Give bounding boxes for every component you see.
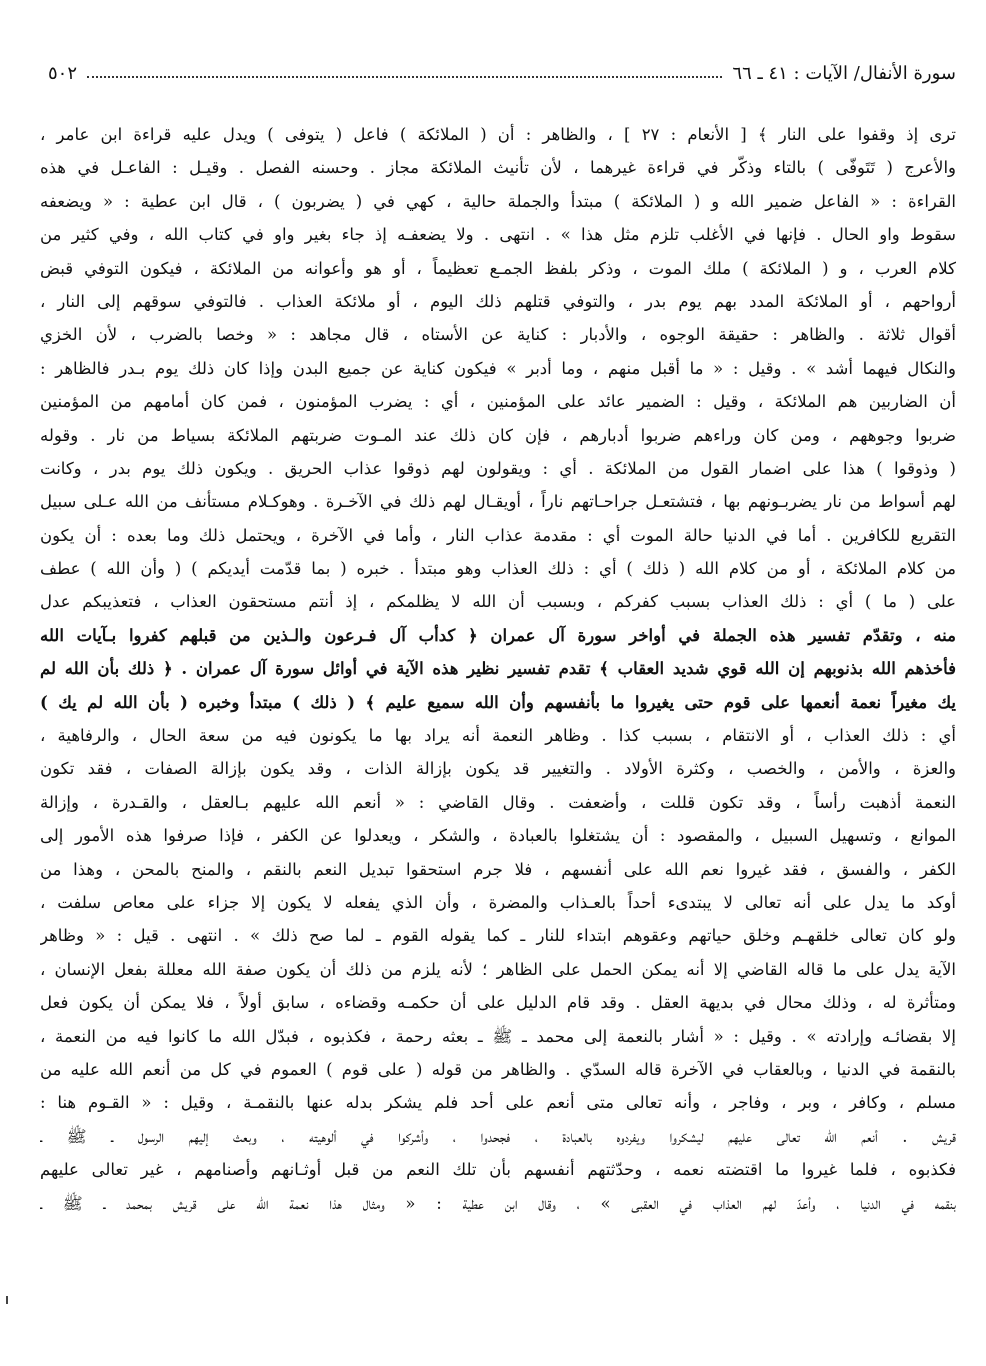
text-line: كلام العرب ، و ( الملائكة ) ملك الموت ، وذكر بلفظ الجمـع تعظيماً ، أو هو وأعوانه من الملائكة ، فيكون التوفي قبض xyxy=(40,258,956,278)
margin-mark xyxy=(6,1296,8,1304)
text-line: والنكال فيهما أشد » . وقيل : « ما أقبل منهم ، وما أدبر » فيكون كناية عن جميع البدن وإذا كان ذلك يوم بـدر فالظاهر : xyxy=(40,358,956,378)
text-line: قريش . أنعم الله تعالى عليهم ليشكروا ويفردوه بالعبادة ، فجحدوا ، وأشركوا في ألوهيته ، وبعث إليهم الرسول ـ ﷺ ـ xyxy=(40,1126,956,1146)
text-line: التقريع للكافرين . أما في الدنيا حالة الموت أي : مقدمة عذاب النار ، وأما في الآخرة ، ويحتمل ذلك وما بعده : أن يكون xyxy=(40,525,956,545)
quran-verse-line: منه ، وتقدّم تفسير هذه الجملة في أواخر سورة آل عمران ﴿ كدأب آل فـرعون والـذين من قبلهم كفروا بـآيات الله xyxy=(40,625,956,645)
text-line: الكفر ، والفسق ، فقد غيروا نعم الله على أنفسهم ، فلا جرم استحقوا تبديل النعم بالنقم ، والمنح بالمحن ، وهذا من xyxy=(40,859,956,879)
text-line: أوكد ما يدل على أنه تعالى لا يبتدىء أحداً بالعـذاب والمضرة ، وأن الذي يفعله لا يكون إلا جزاء على معاص سلفت ، xyxy=(40,892,956,912)
quran-verse-line: يك مغيراً نعمة أنعمها على قوم حتى يغيروا ما بأنفسهم وأن الله سميع عليم ﴾ ( ذلك ) مبتدأ وخبره ( بأن الله لم يك ) xyxy=(40,692,956,712)
text-line: الآية يدل على ما قاله القاضي إلا أنه يمكن الحمل على الظاهر ؛ لأنه يلزم من ذلك أن يكون صفة الله معللة بفعل الإنسان ، xyxy=(40,959,956,979)
text-line: أرواحهم ، أو الملائكة المدد بهم يوم بدر ، والتوفي قتلهم ذلك اليوم ، أو ملائكة العذاب . فالتوفي سوقهم إلى النار ، xyxy=(40,291,956,311)
text-line: ترى إذ وقفوا على النار ﴾ [ الأنعام : ٢٧ ] ، والظاهر : أن ( الملائكة ) فاعل ( يتوفى ) ويدل عليه قراءة ابن عامر ، xyxy=(40,125,956,144)
text-line: والأعرج ( تَتَوفّى ) بالتاء وذكّر في قراءة غيرهما ، لأن تأنيث الملائكة مجاز . وحسنه الفصل . وقيـل : الفاعـل في هذه xyxy=(40,158,956,178)
text-line: القراءة : « الفاعل ضمير الله و ( الملائكة ) مبتدأ والجملة حالية ، كهي في ( يضربون ) ، قال ابن عطية : « ويضعفه xyxy=(40,191,956,211)
text-line: من كلام الملائكة ، أو من كلام الله ( ذلك ) أي : ذلك العذاب وهو مبتدأ . خبره ( بما قدّمت أيديكم ) ( وأن الله ) عطف xyxy=(40,559,956,579)
text-line: فكذبوه ، فلما غيروا ما اقتضته نعمه ، وحدّثتهم أنفسهم بأن تلك النعم من قبل أوثـانهم وأصنامهم ، غير تعالى عليهم xyxy=(40,1160,956,1180)
text-line: أي : ذلك العذاب ، أو الانتقام ، بسبب كذا . وظاهر النعمة أنه يراد بها ما يكونون فيه من سعة الحال ، والرفاهية ، xyxy=(40,726,956,746)
text-line: أقوال ثلاثة . والظاهر : حقيقة الوجوه ، والأدبار : كناية عن الأستاه ، قال مجاهد : « وخصا بالضرب ، لأن الخزي xyxy=(40,325,956,345)
text-line: أن الضاربين هم الملائكة ، وقيل : الضمير عائد على المؤمنين ، أي : يضرب المؤمنون ، فمن كان أمامهم من المؤمنين xyxy=(40,392,956,412)
commentary-text xyxy=(40,118,956,1220)
text-line: سقوط واو الحال . فإنها في الأغلب تلزم مثل هذا » . انتهى . ولا يضعفـه إذ جاء بغير واو في كتاب الله ، وفي كثير من xyxy=(40,225,956,245)
quran-verse-line: فأخذهم الله بذنوبهم إن الله قوي شديد العقاب ﴾ تقدم تفسير نظير هذه الآية في أوائل سورة آل عمران . ﴿ ذلك بأن الله لم xyxy=(40,659,956,679)
text-line: بالنقمة في الدنيا ، وبالعقاب في الآخرة قاله السدّي . والظاهر من قوله ( على قوم ) العموم في كل من أنعم الله عليه من xyxy=(40,1059,956,1079)
page-number: ٥٠٢ xyxy=(48,63,78,84)
text-line: النعمة أذهبت رأساً ، وقد تكون قللت ، وأضعفت . وقال القاضي : « أنعم الله عليهم بـالعقل ، والقـدرة ، وإزالة xyxy=(40,792,956,812)
text-line: على ( ما ) أي : ذلك العذاب بسبب كفركم ، وبسبب أن الله لا يظلمكم ، إذ أنتم مستحقون العذاب ، فتعذيبكم عدل xyxy=(40,592,956,612)
text-line: مسلم ، وكافر ، وبر ، وفاجر ، وأنه تعالى متى أنعم على أحد فلم يشكر بدله عنها بالنقمـة ، وقيل : « القـوم هنا : xyxy=(40,1093,956,1113)
text-line: ضربوا وجوههم ، ومن كان وراءهم ضربوا أدبارهم ، فإن كان ذلك عند المـوت ضربتهم الملائكة بسياط من نار . وقوله xyxy=(40,425,956,445)
text-line: والعزة ، والأمن ، والخصب ، وكثرة الأولاد . والتغيير قد يكون بإزالة الذات ، وقد يكون بإزالة الصفات ، فقد تكون xyxy=(40,759,956,779)
text-line: ولو كان تعالى خلقهـم وخلق حياتهم وعقوهم ابتداء للنار ـ كما يقوله القوم ـ لما صح ذلك » . انتهى . قيل : « وظاهر xyxy=(40,926,956,946)
text-line: ومتأثرة له ، وذلك محال في بديهة العقل . وقد قام الدليل على أن حكمـه وقضاءه ، سابق أولاً ، فلا يمكن أن يكون فعل xyxy=(40,993,956,1013)
header-dotted-leader xyxy=(87,76,722,78)
running-header xyxy=(48,62,956,86)
text-line: لهم أسواط من نار يضربـونهم بها ، فتشتعـل جراحـاتهم ناراً ، أويقـال لهم ذلك في الآخـرة . وهوكـلام مستأنف من الله عـلى سبيل xyxy=(40,492,956,512)
text-line: الموانع ، وتسهيل السبيل ، والمقصود : أن يشتغلوا بالعبادة ، والشكر ، ويعدلوا عن الكفر ، فإذا صرفوا هذه الأمور إلى xyxy=(40,826,956,846)
text-line: إلا بقضائـه وإرادته » . وقيل : « أشار بالنعمة إلى محمد ـ ﷺ ـ بعثه رحمة ، فكذبوه ، فبدّل الله ما كانوا فيه من النعمة ، xyxy=(40,1026,956,1046)
text-line: ( وذوقوا ) هذا على اضمار القول من الملائكة . أي : ويقولون لهم ذوقوا عذاب الحريق . ويكون ذلك يوم بدر ، وكانت xyxy=(40,458,956,478)
surah-title: سورة الأنفال/ الآيات : ٤١ ـ ٦٦ xyxy=(732,63,956,84)
text-line: بنقمه في الدنيا ، وأعدّ لهم العذاب في العقبى » ، وقال ابن عطية : « ومثال هذا نعمة الله على قريش بمحمد ـ ﷺ ـ xyxy=(40,1193,956,1213)
